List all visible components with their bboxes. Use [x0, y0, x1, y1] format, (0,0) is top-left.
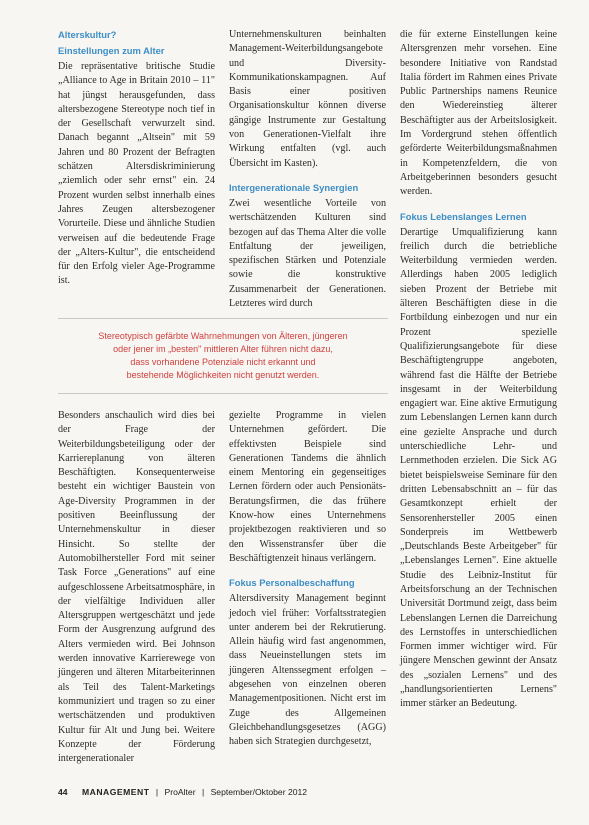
section-heading: Fokus Personalbeschaffung	[229, 577, 355, 589]
body-paragraph: Besonders anschaulich wird dies bei der Frage der Weiterbildungsbeteiligung oder der Karriereplanung von älteren Beschäftigten. Konsequenterweise besteht ein wichtiger Baustein von Age-Diversity Programmen in der positiven Beeinflussung der Unternehmenskultur in dieser Hinsicht. So stellte der Automobilhersteller Ford mit seiner Task Force „Generations" auf eine aufgeschlossene Arbeitsatmosphäre, in der vielfältige Individuen aller Altersgruppen wertgeschätzt und jede Form der Ausgrenzung aufgrund des Alters vermieden wird. Bei Johnson werden innovative Karrierewege von jüngeren und älteren Mitarbeiterinnen als Teil des Talent-Marketings kommuniziert und tragen so zu einer wertschätzenden und produktiven Kultur für Alt und Jung bei. Weitere Konzepte der Förderung intergenerationaler	[58, 410, 215, 765]
section-heading: Fokus Lebenslanges Lernen	[400, 210, 527, 222]
body-paragraph: Derartige Umqualifizierung kann freilich durch die betriebliche Weiterbildung vermieden werden. Allerdings haben 2005 lediglich sieben Prozent der Betriebe mit älteren Beschäftigten diese in die Fortbildung einbezogen und nur ein Prozent spezielle Qualifizierungsangebote für diese Beschäftigtengruppe angeboten, während fast die Hälfte der Betriebe insgesamt in der Weiterbildung engagiert war. Eine aktive Ermutigung zum Lebenslangen Lernen kann durch eine gezielte Ansprache und durch unterschiedliche Lehr- und Lernmethoden erzielen. Die Sick AG bietet beispielsweise Seminare für den dritten Lebensabschnitt an – für das Gesamtkonzept erhielt der Sensorenhersteller 2005 einen Sonderpreis im Wettbewerb „Deutschlands Beste Arbeitgeber" für „Lebenslanges Lernen". Eine aktuelle Studie des Leibniz-Institut für Arbeitsforschung an der Technischen Universität Dortmund zeigt, dass beim Lebenslangen Lernen die Darreichung des Lernstoffes in unterschiedlichen Formen immer wichtiger wird. Für jüngere Menschen gewinnt der Ansatz des „sozialen Lernens" und des „handlungsorientierten Lernens" immer stärker an Bedeutung.	[400, 226, 557, 710]
body-paragraph: Altersdiversity Management beginnt jedoch viel früher: Vorfaltsstrategien unter anderem bei der Rekrutierung. Allein häufig wird fast angenommen, dass Neueinstellungen stets im jüngeren Altenssegment erfolgen – abgesehen von einzelnen oberen Managementpositionen. Nicht erst im Zuge des Allgemeinen Gleichbehandlungsgesetzes (AGG) haben sich Strategien durchgesetzt,	[229, 593, 386, 748]
footer-separator: |	[155, 787, 159, 797]
column-2-bottom	[229, 409, 386, 750]
pull-quote-line: dass vorhandene Potenziale nicht erkannt und	[130, 357, 316, 367]
body-paragraph: Unternehmenskulturen beinhalten Management-Weiterbildungsangebote und Diversity-Kommunikationskampagnen. Auf Basis einer positiven Organisationskultur können diverse gängige Instrumente zur Gestaltung von Generationen-Vielfalt ihre Wirkung entfalten (vgl. auch Übersicht im Kasten).	[229, 29, 386, 169]
body-paragraph: die für externe Einstellungen keine Altersgrenzen mehr vorsehen. Eine besondere Initiative von Randstad Italia fördert im Rahmen eines Private Public Partnerships namens Reunice den Wiedereinstieg älterer Beschäftigter aus der Arbeitslosigkeit. Im Vordergrund stehen öffentlich geförderte Weiterbildungsmaßnahmen in Kompetenzfeldern, die von Arbeitgeberinnen besonders gesucht werden.	[400, 29, 557, 198]
pull-quote-line: oder jener im „besten" mittleren Alter führen nicht dazu,	[113, 344, 333, 354]
pull-quote-line: bestehende Möglichkeiten nicht genutzt werden.	[126, 370, 320, 380]
magazine-section: MANAGEMENT	[81, 787, 150, 797]
section-heading: Alterskultur?	[58, 29, 117, 40]
column-2-top	[229, 28, 386, 311]
publication-name: ProAlter	[164, 787, 196, 797]
column-1-top	[58, 28, 215, 289]
body-paragraph: Zwei wesentliche Vorteile von wertschätzenden Kulturen sind bezogen auf das Thema Alter die volle Entfaltung der jeweiligen, spezifischen Stärken und Potenziale sowie die konstruktive Zusammenarbeit der Generationen. Letzteres wird durch	[229, 197, 386, 310]
page-footer	[58, 787, 307, 797]
page-number: 44	[58, 787, 68, 797]
issue-date: September/Oktober 2012	[210, 787, 308, 797]
column-1-bottom	[58, 409, 215, 766]
column-3	[400, 28, 557, 712]
footer-separator: |	[201, 787, 205, 797]
pull-quote	[58, 318, 388, 394]
section-heading: Einstellungen zum Alter	[58, 45, 165, 56]
body-paragraph: Die repräsentative britische Studie „Alliance to Age in Britain 2010 – 11" hat jüngst herausgefunden, dass altersbezogene Stereotype noch tief in der Gesellschaft verwurzelt sind. Danach begannt „Altsein" mit 59 Jahren und 80 Prozent der Befragten schätzen Altersdiskriminierung „ziemlich oder sehr ernst" ein. 24 Prozent wurden selbst innerhalb eines Jahres Zeugen altersbezogener Vorurteile. Diese und ähnliche Studien verweisen auf die bedeutende Frage der „Alters-Kultur", die entscheidend für den Erfolg vieler Age-Programme ist.	[58, 61, 215, 287]
body-paragraph: gezielte Programme in vielen Unternehmen gefördert. Die effektivsten Beispiele sind Generationen Tandems die ähnlich einem Mentoring ein gegenseitiges Lernen fördern oder auch Pensionäts-Beratungsfirmen, die das frühere Know-how eines Unternehmens projektbezogen reaktivieren und so den Wissenstransfer über die Beschäftigtenzeit hinaus verlängern.	[229, 410, 386, 564]
section-heading: Intergenerationale Synergien	[229, 181, 359, 193]
pull-quote-line: Stereotypisch gefärbte Wahrnehmungen von Älteren, jüngeren	[98, 331, 348, 341]
